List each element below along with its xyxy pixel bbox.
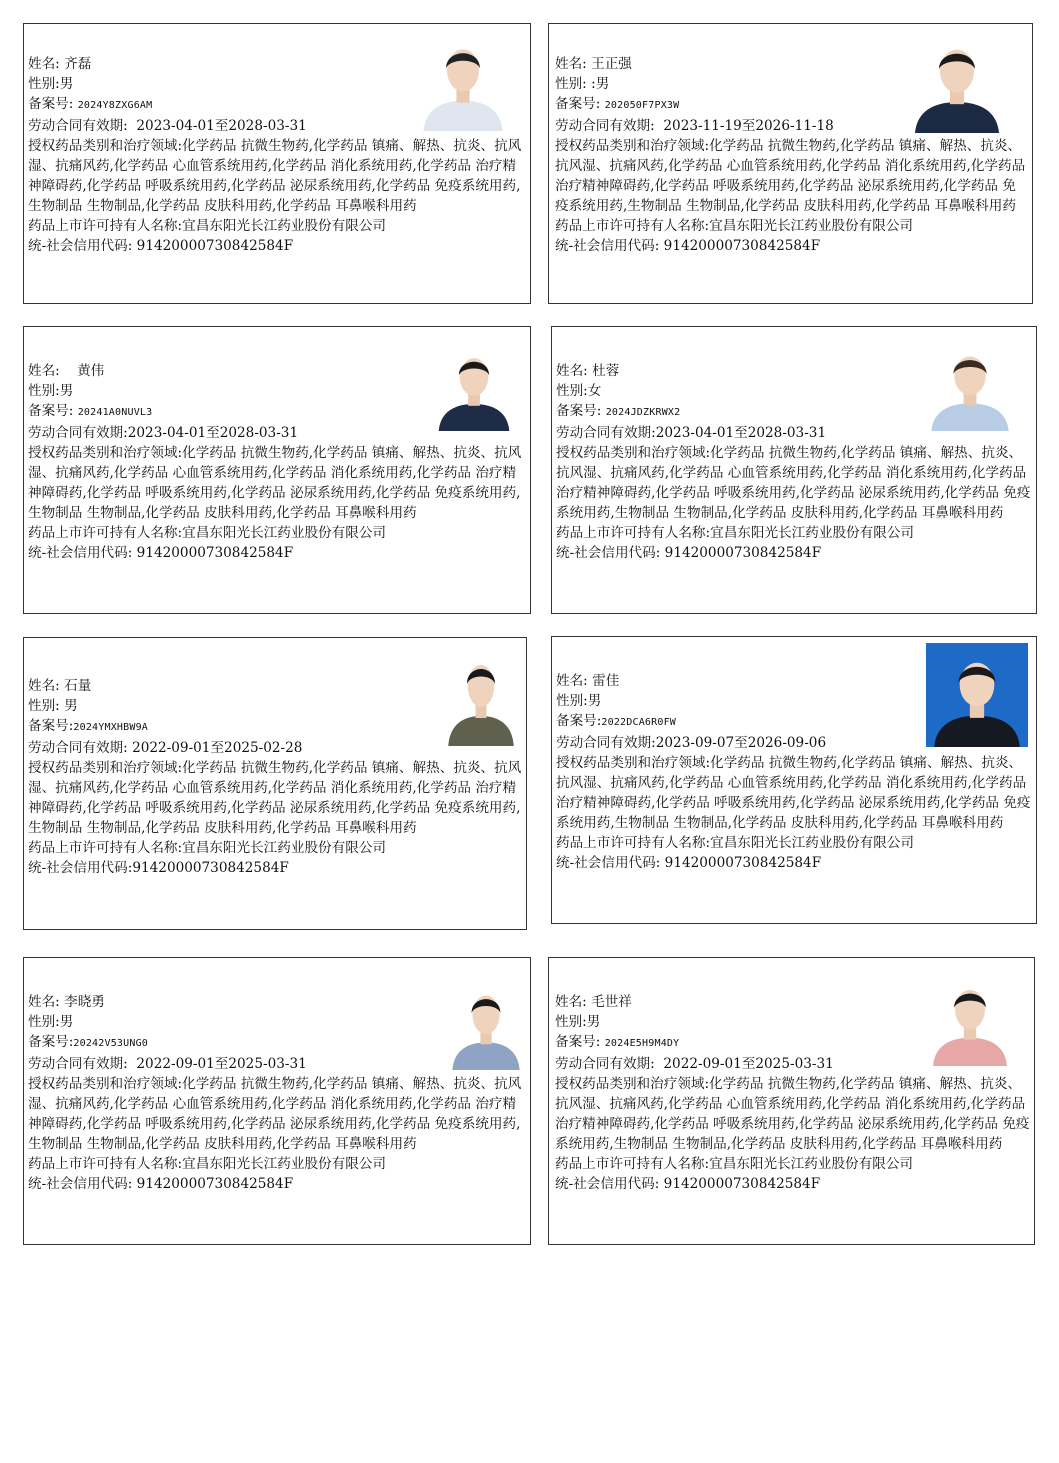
contract-period: 2022-09-01至2025-03-31	[136, 1056, 307, 1072]
person-name: 王正强	[591, 56, 632, 72]
authorized-value: 化学药品 抗微生物药,化学药品 镇痛、解热、抗炎、抗风湿、抗痛风药,化学药品 心血管系统用药,化学药品 消化系统用药,化学药品 治疗精神障碍药,化学药品 呼吸系统用药,化学药品 泌尿系统用药,化学药品 免疫系统用药,生物制品 生物制品,化学药品 皮肤科用药,化学药品 耳鼻喉科用药	[28, 445, 522, 521]
person-name: 毛世祥	[591, 994, 632, 1010]
credit-code: 91420000730842584F	[132, 860, 289, 876]
gender-label: 性别:	[555, 1014, 587, 1030]
contract-label: 劳动合同有效期:	[28, 425, 128, 441]
gender-label: 性别:	[556, 383, 588, 399]
person-name: 李晓勇	[64, 994, 105, 1010]
credit-code: 91420000730842584F	[136, 1176, 294, 1192]
holder-name: 宜昌东阳光长江药业股份有限公司	[182, 218, 387, 234]
authorized-value: 化学药品 抗微生物药,化学药品 镇痛、解热、抗炎、抗风湿、抗痛风药,化学药品 心血管系统用药,化学药品 消化系统用药,化学药品 治疗精神障碍药,化学药品 呼吸系统用药,化学药品 泌尿系统用药,化学药品 免疫系统用药,生物制品 生物制品,化学药品 皮肤科用药,化学药品 耳鼻喉科用药	[556, 445, 1031, 521]
holder-label: 药品上市许可持有人名称:	[28, 525, 183, 541]
card-text-4	[556, 361, 1032, 563]
credit-label: 统-社会信用代码:	[28, 238, 133, 254]
holder-label: 药品上市许可持有人名称:	[28, 218, 183, 234]
name-label: 姓名:	[28, 994, 60, 1010]
person-name: 黄伟	[77, 363, 105, 379]
holder-label: 药品上市许可持有人名称:	[28, 1156, 183, 1172]
record-label: 备案号:	[556, 713, 602, 729]
record-number: 2024YMXHBW9A	[73, 722, 149, 733]
authorized-label: 授权药品类别和治疗领域:	[28, 760, 183, 776]
card-text-7	[28, 992, 526, 1194]
holder-label: 药品上市许可持有人名称:	[556, 835, 711, 851]
authorized-label: 授权药品类别和治疗领域:	[28, 138, 183, 154]
authorized-value: 化学药品 抗微生物药,化学药品 镇痛、解热、抗炎、抗风湿、抗痛风药,化学药品 心血管系统用药,化学药品 消化系统用药,化学药品 治疗精神障碍药,化学药品 呼吸系统用药,化学药品 泌尿系统用药,化学药品 免疫系统用药,生物制品 生物制品,化学药品 皮肤科用药,化学药品 耳鼻喉科用药	[556, 755, 1031, 831]
card-text-2	[555, 54, 1028, 256]
authorized-scope	[555, 136, 1028, 216]
contract-label: 劳动合同有效期:	[28, 740, 128, 756]
contract-label: 劳动合同有效期:	[555, 118, 655, 134]
card-text-8	[555, 992, 1030, 1194]
person-card-4	[551, 326, 1037, 614]
gender-label: 性别:	[28, 76, 60, 92]
credit-label: 统-社会信用代码:	[555, 1176, 660, 1192]
credit-label: 统-社会信用代码:	[555, 238, 660, 254]
credit-label: 统-社会信用代码:	[28, 860, 133, 876]
contract-period: 2023-04-01至2028-03-31	[655, 425, 827, 441]
authorized-value: 化学药品 抗微生物药,化学药品 镇痛、解热、抗炎、抗风湿、抗痛风药,化学药品 心血管系统用药,化学药品 消化系统用药,化学药品 治疗精神障碍药,化学药品 呼吸系统用药,化学药品 泌尿系统用药,化学药品 免疫系统用药,生物制品 生物制品,化学药品 皮肤科用药,化学药品 耳鼻喉科用药	[28, 1076, 522, 1152]
authorized-label: 授权药品类别和治疗领域:	[28, 445, 183, 461]
authorized-scope	[556, 443, 1032, 523]
person-gender: 男	[59, 383, 74, 399]
card-text-3	[28, 361, 526, 563]
name-label: 姓名:	[556, 363, 588, 379]
contract-period: 2023-04-01至2028-03-31	[136, 118, 307, 134]
holder-label: 药品上市许可持有人名称:	[556, 525, 711, 541]
name-label: 姓名:	[28, 678, 60, 694]
record-number: 202050F7PX3W	[604, 100, 680, 111]
record-number: 2022DCA6R0FW	[601, 717, 677, 728]
authorized-value: 化学药品 抗微生物药,化学药品 镇痛、解热、抗炎、抗风湿、抗痛风药,化学药品 心血管系统用药,化学药品 消化系统用药,化学药品 治疗精神障碍药,化学药品 呼吸系统用药,化学药品 泌尿系统用药,化学药品 免疫系统用药,生物制品 生物制品,化学药品 皮肤科用药,化学药品 耳鼻喉科用药	[555, 138, 1026, 214]
name-label: 姓名:	[555, 994, 587, 1010]
record-number: 2024JDZKRWX2	[605, 407, 681, 418]
gender-label: 性别:	[555, 76, 587, 92]
person-card-7	[23, 957, 531, 1245]
contract-label: 劳动合同有效期:	[28, 118, 128, 134]
person-name: 雷佳	[592, 673, 620, 689]
contract-period: 2022-09-01至2025-03-31	[663, 1056, 834, 1072]
person-gender: 男	[59, 1014, 74, 1030]
authorized-scope	[28, 1074, 526, 1154]
authorized-label: 授权药品类别和治疗领域:	[28, 1076, 183, 1092]
credit-code: 91420000730842584F	[663, 1176, 821, 1192]
record-number: 20242V53UNG0	[73, 1038, 149, 1049]
credit-label: 统-社会信用代码:	[556, 855, 661, 871]
person-card-1	[23, 23, 531, 304]
authorized-label: 授权药品类别和治疗领域:	[555, 1076, 710, 1092]
gender-label: 性别:	[28, 383, 60, 399]
authorized-scope	[28, 758, 522, 838]
record-number: 20241A0NUVL3	[77, 407, 153, 418]
holder-label: 药品上市许可持有人名称:	[28, 840, 183, 856]
credit-code: 91420000730842584F	[664, 545, 822, 561]
person-gender: 男	[586, 1014, 601, 1030]
record-label: 备案号:	[28, 96, 74, 112]
authorized-scope	[555, 1074, 1030, 1154]
person-card-8	[548, 957, 1035, 1245]
holder-name: 宜昌东阳光长江药业股份有限公司	[710, 525, 915, 541]
contract-label: 劳动合同有效期:	[555, 1056, 655, 1072]
person-name: 杜蓉	[592, 363, 620, 379]
card-text-6	[556, 671, 1032, 873]
credit-label: 统-社会信用代码:	[28, 545, 133, 561]
credit-code: 91420000730842584F	[664, 855, 822, 871]
authorized-scope	[28, 443, 526, 523]
name-label: 姓名:	[28, 56, 60, 72]
gender-label: 性别:	[556, 693, 588, 709]
authorized-label: 授权药品类别和治疗领域:	[556, 755, 711, 771]
card-text-1	[28, 54, 526, 256]
record-label: 备案号:	[555, 96, 601, 112]
record-number: 2024E5H9M4DY	[604, 1038, 680, 1049]
gender-label: 性别:	[28, 1014, 60, 1030]
authorized-scope	[28, 136, 526, 216]
authorized-value: 化学药品 抗微生物药,化学药品 镇痛、解热、抗炎、抗风湿、抗痛风药,化学药品 心血管系统用药,化学药品 消化系统用药,化学药品 治疗精神障碍药,化学药品 呼吸系统用药,化学药品 泌尿系统用药,化学药品 免疫系统用药,生物制品 生物制品,化学药品 皮肤科用药,化学药品 耳鼻喉科用药	[28, 760, 522, 836]
person-gender: 男	[64, 698, 78, 714]
person-name: 石量	[64, 678, 92, 694]
authorized-label: 授权药品类别和治疗领域:	[556, 445, 711, 461]
contract-label: 劳动合同有效期:	[556, 735, 656, 751]
authorized-value: 化学药品 抗微生物药,化学药品 镇痛、解热、抗炎、抗风湿、抗痛风药,化学药品 心血管系统用药,化学药品 消化系统用药,化学药品 治疗精神障碍药,化学药品 呼吸系统用药,化学药品 泌尿系统用药,化学药品 免疫系统用药,生物制品 生物制品,化学药品 皮肤科用药,化学药品 耳鼻喉科用药	[555, 1076, 1030, 1152]
holder-label: 药品上市许可持有人名称:	[555, 218, 710, 234]
person-gender: 男	[587, 693, 602, 709]
contract-label: 劳动合同有效期:	[556, 425, 656, 441]
authorized-label: 授权药品类别和治疗领域:	[555, 138, 710, 154]
holder-name: 宜昌东阳光长江药业股份有限公司	[182, 840, 387, 856]
contract-period: 2022-09-01至2025-02-28	[132, 740, 303, 756]
contract-period: 2023-09-07至2026-09-06	[655, 735, 827, 751]
record-number: 2024Y8ZXG6AM	[77, 100, 153, 111]
contract-label: 劳动合同有效期:	[28, 1056, 128, 1072]
record-label: 备案号:	[556, 403, 602, 419]
holder-name: 宜昌东阳光长江药业股份有限公司	[710, 835, 915, 851]
person-card-5	[23, 637, 527, 930]
contract-period: 2023-11-19至2026-11-18	[663, 118, 834, 134]
name-label: 姓名:	[556, 673, 588, 689]
person-card-3	[23, 326, 531, 614]
record-label: 备案号:	[28, 403, 74, 419]
person-gender: 女	[587, 383, 602, 399]
name-label: 姓名:	[555, 56, 587, 72]
credit-label: 统-社会信用代码:	[556, 545, 661, 561]
authorized-value: 化学药品 抗微生物药,化学药品 镇痛、解热、抗炎、抗风湿、抗痛风药,化学药品 心血管系统用药,化学药品 消化系统用药,化学药品 治疗精神障碍药,化学药品 呼吸系统用药,化学药品 泌尿系统用药,化学药品 免疫系统用药,生物制品 生物制品,化学药品 皮肤科用药,化学药品 耳鼻喉科用药	[28, 138, 522, 214]
gender-label: 性别:	[28, 698, 60, 714]
contract-period: 2023-04-01至2028-03-31	[127, 425, 299, 441]
authorized-scope	[556, 753, 1032, 833]
holder-name: 宜昌东阳光长江药业股份有限公司	[182, 525, 387, 541]
person-card-6	[551, 636, 1037, 924]
credit-code: 91420000730842584F	[663, 238, 821, 254]
name-label: 姓名:	[28, 363, 60, 379]
credit-code: 91420000730842584F	[136, 545, 294, 561]
record-label: 备案号:	[555, 1034, 601, 1050]
credit-code: 91420000730842584F	[136, 238, 294, 254]
holder-name: 宜昌东阳光长江药业股份有限公司	[182, 1156, 387, 1172]
person-name: 齐磊	[64, 56, 92, 72]
credit-label: 统-社会信用代码:	[28, 1176, 133, 1192]
card-text-5	[28, 676, 522, 878]
person-gender: :男	[591, 76, 610, 92]
record-label: 备案号:	[28, 718, 74, 734]
holder-name: 宜昌东阳光长江药业股份有限公司	[709, 1156, 914, 1172]
record-label: 备案号:	[28, 1034, 74, 1050]
holder-name: 宜昌东阳光长江药业股份有限公司	[709, 218, 914, 234]
person-card-2	[548, 23, 1033, 304]
person-gender: 男	[59, 76, 74, 92]
holder-label: 药品上市许可持有人名称:	[555, 1156, 710, 1172]
